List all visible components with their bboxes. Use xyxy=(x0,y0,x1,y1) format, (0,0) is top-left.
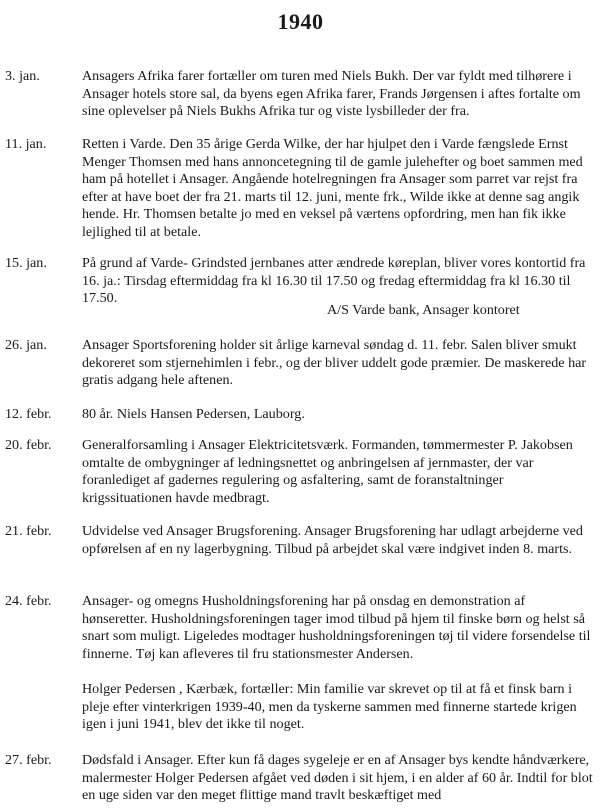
entry-date: 27. febr. xyxy=(5,752,52,768)
entry-date: 12. febr. xyxy=(5,406,52,422)
entry-paragraph: På grund af Varde- Grindsted jernbanes atter ændrede køreplan, bliver vores kontortid fra 16. ja.: Tirsdag eftermiddag fra kl 16.30 til 17.50 og fredag eftermiddag fra kl 16.30 til 17.50. xyxy=(82,255,586,306)
entry-date: 26. jan. xyxy=(5,337,47,353)
entry-text xyxy=(82,523,594,558)
entry-text xyxy=(82,68,594,121)
entry-date: 11. jan. xyxy=(5,136,47,152)
entry-date: 3. jan. xyxy=(5,68,40,84)
entry-text xyxy=(82,752,594,805)
entry-date: 21. febr. xyxy=(5,523,52,539)
entry-date: 20. febr. xyxy=(5,437,52,453)
entry-text xyxy=(82,406,594,424)
entry-paragraph: Dødsfald i Ansager. Efter kun få dages sygeleje er en af Ansager bys kendte håndværkere, malermester Holger Pedersen afgået ved døden i sit hjem, i en alder af 60 år. Indtil for blot en uge siden var den meget flittige mand travlt beskæftiget med xyxy=(82,752,593,803)
entry-text xyxy=(82,255,594,308)
entry-date: 15. jan. xyxy=(5,255,47,271)
page-title: 1940 xyxy=(277,9,324,34)
entry-paragraph: Ansager Sportsforening holder sit årlige karneval søndag d. 11. febr. Salen bliver smukt dekoreret som stjernehimlen i febr., og der bliver uddelt gode præmier. De maskerede har gratis adgang hele aftenen. xyxy=(82,337,587,388)
entry-text xyxy=(82,136,594,241)
entry-date: 24. febr. xyxy=(5,593,52,609)
entry-text xyxy=(82,437,594,507)
entry-paragraph: Ansagers Afrika farer fortæller om turen med Niels Bukh. Der var fyldt med tilhørere i Ansager hotels store sal, da byens egen Afrika farer, Frands Jørgensen i aftes fortalte om sine oplevelser på Niels Bukhs Afrika tur og viste lysbilleder der fra. xyxy=(82,68,581,119)
entry-paragraph: Ansager- og omegns Husholdningsforening har på onsdag en demonstration af hønseretter. Husholdningsforeningen tager imod tilbud på hjem til finske børn og helst så snart som muligt. Ligeledes modtager husholdningsforeningen tøj til videre forsendelse til finnerne. Tøj kan afleveres til fru stationsmester Andersen. xyxy=(82,593,591,662)
entry-paragraph: 80 år. Niels Hansen Pedersen, Lauborg. xyxy=(82,406,305,422)
entry-paragraph: Holger Pedersen , Kærbæk, fortæller: Min familie var skrevet op til at få et finsk barn i pleje efter vinterkrigen 1939-40, men da tyskerne sammen med finnerne startede krigen igen i juni 1941, blev det ikke til noget. xyxy=(82,681,577,732)
entry-paragraph: Retten i Varde. Den 35 årige Gerda Wilke, der har hjulpet den i Varde fængslede Ernst Menger Thomsen med hans annoncetegning til de gamle julehefter og boet sammen med ham på hotellet i Ansager. Angående hotelregningen fra Ansager som parret var rejst fra efter at have boet der fra 21. marts til 12. juni, mente frk., Wilde ikke at denne sag angik hende. Hr. Thomsen betalte jo med en veksel på værtens opfordring, men han fik ikke lejlighed til at betale. xyxy=(82,136,583,240)
entry-paragraph: Udvidelse ved Ansager Brugsforening. Ansager Brugsforening har udlagt arbejderne ved opførelsen af en ny lagerbygning. Tilbud på arbejdet skal være indgivet inden 8. marts. xyxy=(82,523,583,557)
entry-paragraph: Generalforsamling i Ansager Elektricitetsværk. Formanden, tømmermester P. Jakobsen omtalte de ombygninger af ledningsnettet og anbringelsen af jernmaster, der var foranlediget af gadernes regulering og asfaltering, samt de foranstaltninger krigssituationen havde medbragt. xyxy=(82,437,573,506)
entry-text xyxy=(82,337,594,390)
entry-signature: A/S Varde bank, Ansager kontoret xyxy=(327,302,520,318)
